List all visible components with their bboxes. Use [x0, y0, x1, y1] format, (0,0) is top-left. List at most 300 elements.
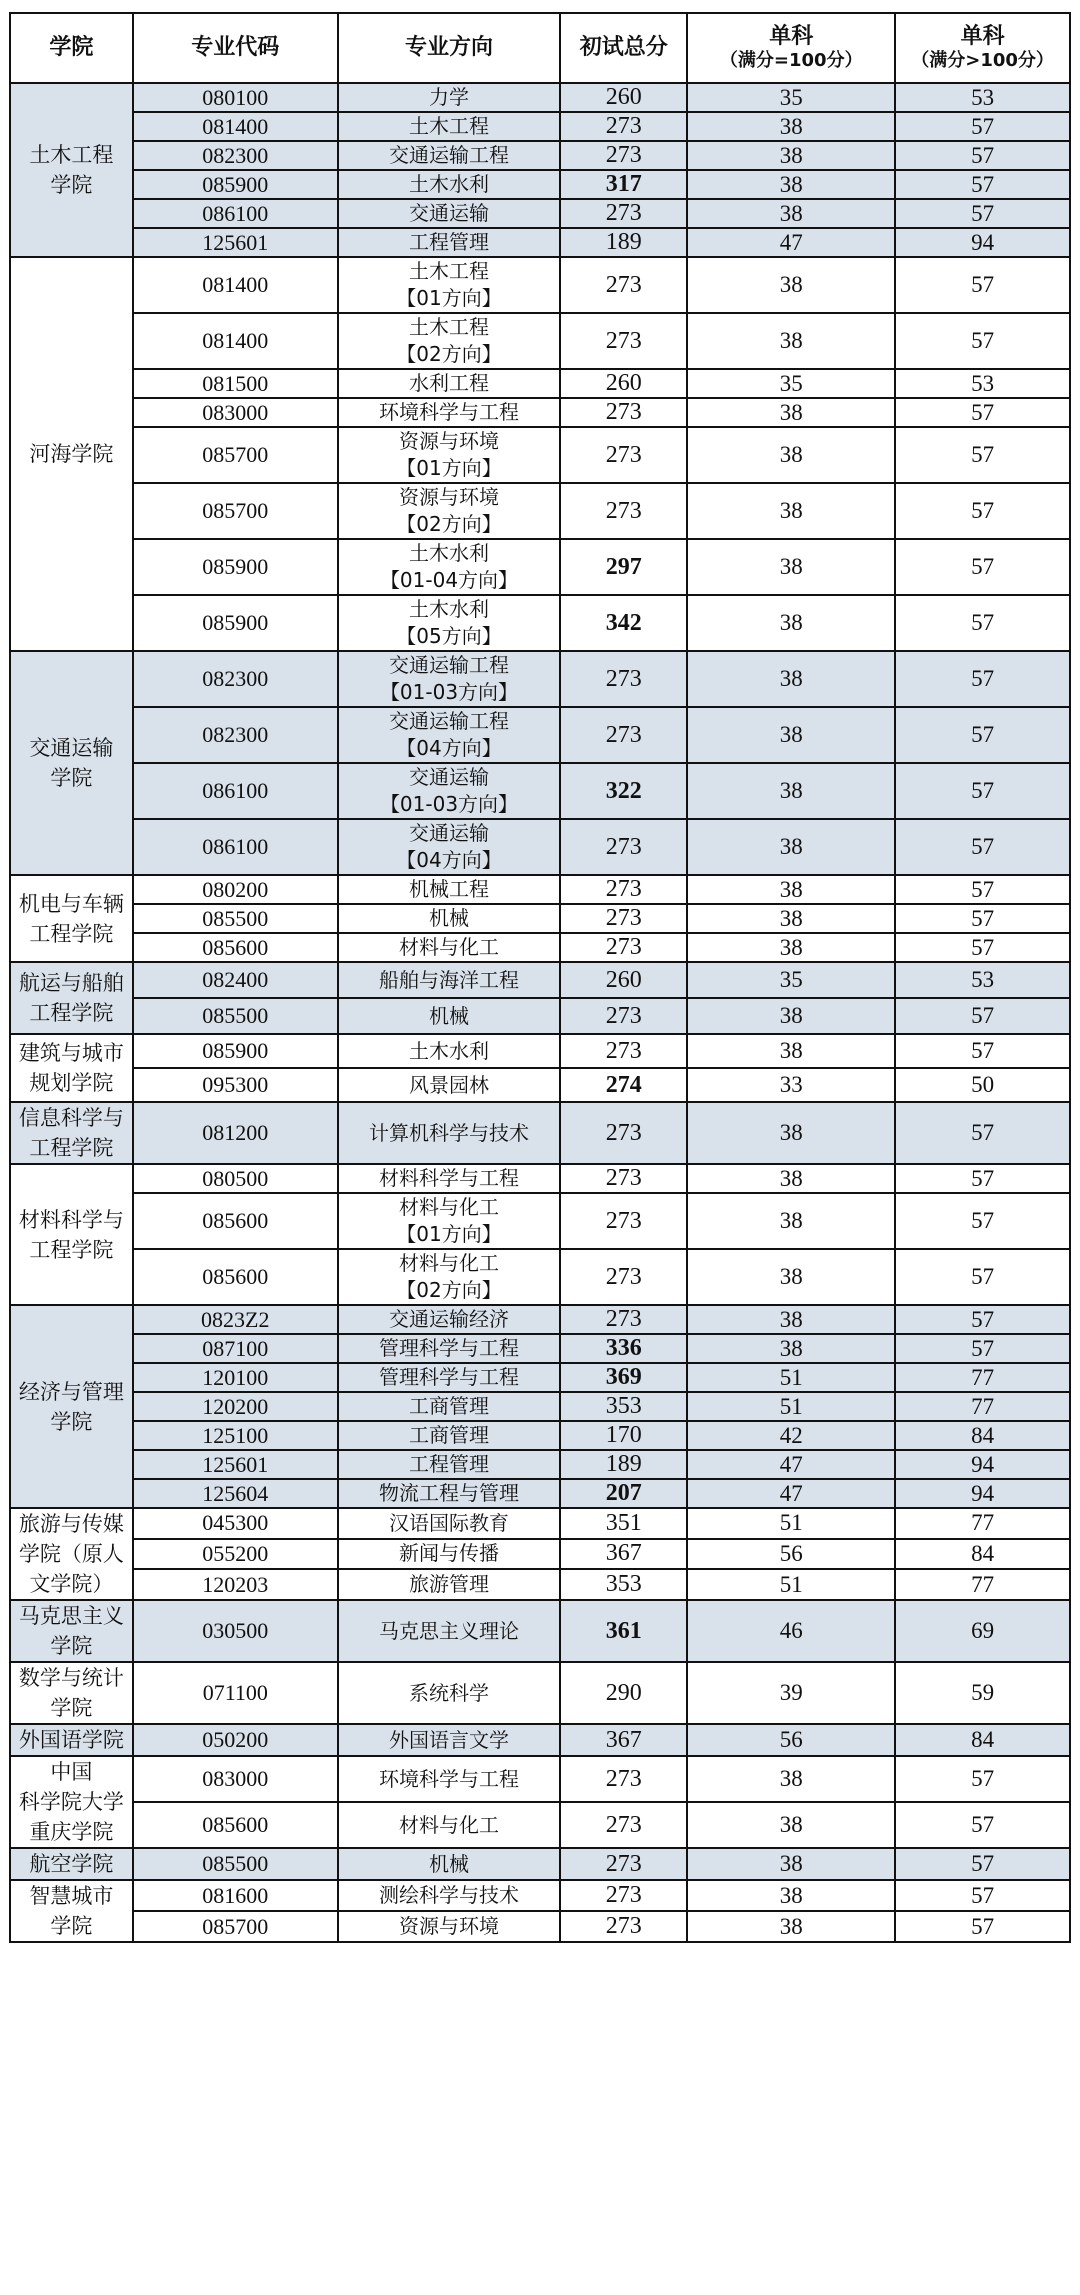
major-direction-cell	[338, 427, 560, 483]
major-direction-cell	[338, 1508, 560, 1539]
table-row	[10, 1249, 1070, 1305]
major-direction-cell	[338, 1600, 560, 1662]
school-name-line: 旅游与传媒	[18, 1512, 124, 1536]
major-code-cell: 120100	[133, 1363, 338, 1392]
school-name-line: 工程学院	[29, 1001, 114, 1025]
major-direction-line: 土木水利	[409, 172, 489, 196]
single-100-score-cell: 38	[687, 1880, 895, 1911]
single-100-score-cell: 35	[687, 369, 895, 398]
major-code-cell: 085600	[133, 933, 338, 962]
major-direction-cell	[338, 1539, 560, 1570]
single-over100-score-cell: 69	[895, 1600, 1070, 1662]
table-row	[10, 1479, 1070, 1508]
school-cell	[10, 1600, 133, 1662]
school-cell	[10, 1662, 133, 1724]
major-direction-cell	[338, 1305, 560, 1334]
major-direction-line: 机械	[429, 1003, 469, 1028]
single-over100-score-cell: 57	[895, 1249, 1070, 1305]
total-score-cell: 367	[560, 1724, 687, 1756]
major-direction-cell	[338, 962, 560, 998]
school-cell	[10, 1305, 133, 1508]
single-100-score-cell: 38	[687, 651, 895, 707]
school-cell	[10, 257, 133, 651]
total-score-cell: 260	[560, 962, 687, 998]
single-over100-score-cell: 57	[895, 1880, 1070, 1911]
major-direction-cell	[338, 819, 560, 875]
major-direction-line: 旅游管理	[409, 1572, 489, 1597]
major-direction-line: 【02方向】	[396, 512, 502, 536]
total-score-cell: 336	[560, 1334, 687, 1363]
header-code: 专业代码	[133, 13, 338, 83]
major-direction-cell	[338, 707, 560, 763]
school-name-line: 数学与统计	[18, 1666, 124, 1690]
table-row	[10, 398, 1070, 427]
single-over100-score-cell: 57	[895, 483, 1070, 539]
school-name-line: 重庆学院	[29, 1820, 114, 1844]
table-row	[10, 369, 1070, 398]
major-code-cell: 085900	[133, 1034, 338, 1068]
major-direction-cell	[338, 1193, 560, 1249]
major-code-cell: 085700	[133, 483, 338, 539]
major-direction-cell	[338, 83, 560, 112]
table-row	[10, 1305, 1070, 1334]
table-row	[10, 998, 1070, 1034]
single-100-score-cell: 38	[687, 595, 895, 651]
major-code-cell: 125604	[133, 1479, 338, 1508]
single-100-score-cell: 56	[687, 1724, 895, 1756]
major-direction-line: 【02方向】	[396, 342, 502, 366]
major-direction-cell	[338, 228, 560, 257]
single-100-score-cell: 38	[687, 112, 895, 141]
major-direction-cell	[338, 1034, 560, 1068]
total-score-cell: 273	[560, 933, 687, 962]
single-100-score-cell: 38	[687, 763, 895, 819]
school-name-line: 航空学院	[29, 1852, 114, 1876]
major-code-cell: 085900	[133, 539, 338, 595]
major-code-cell: 085600	[133, 1193, 338, 1249]
single-over100-score-cell: 57	[895, 933, 1070, 962]
major-code-cell: 050200	[133, 1724, 338, 1756]
single-over100-score-cell: 57	[895, 1102, 1070, 1164]
table-row	[10, 1508, 1070, 1539]
major-code-cell: 085900	[133, 595, 338, 651]
school-name-line: 工程学院	[29, 1136, 114, 1160]
major-direction-line: 交通运输工程	[389, 709, 509, 733]
major-code-cell: 082300	[133, 651, 338, 707]
major-code-cell: 085500	[133, 998, 338, 1034]
major-direction-line: 土木工程	[409, 259, 489, 283]
school-cell	[10, 1724, 133, 1756]
school-name-line: 学院	[50, 766, 93, 790]
single-100-score-cell: 38	[687, 1193, 895, 1249]
table-row	[10, 170, 1070, 199]
major-code-cell: 055200	[133, 1539, 338, 1570]
major-direction-line: 土木工程	[409, 114, 489, 138]
table-row	[10, 1068, 1070, 1102]
single-over100-score-cell: 57	[895, 875, 1070, 904]
table-row	[10, 904, 1070, 933]
major-direction-line: 材料与化工	[399, 1251, 499, 1275]
table-row	[10, 1164, 1070, 1193]
major-direction-line: 外国语言文学	[389, 1727, 509, 1752]
major-direction-line: 船舶与海洋工程	[379, 967, 519, 992]
total-score-cell: 342	[560, 595, 687, 651]
single-100-score-cell: 47	[687, 1450, 895, 1479]
major-direction-cell	[338, 1334, 560, 1363]
major-direction-line: 力学	[429, 85, 469, 109]
single-100-score-cell: 38	[687, 199, 895, 228]
table-row	[10, 962, 1070, 998]
major-direction-cell	[338, 595, 560, 651]
single-100-score-cell: 38	[687, 1756, 895, 1802]
single-100-score-cell: 38	[687, 1249, 895, 1305]
major-direction-cell	[338, 1911, 560, 1942]
single-over100-score-cell: 84	[895, 1724, 1070, 1756]
single-100-score-cell: 39	[687, 1662, 895, 1724]
single-100-score-cell: 35	[687, 962, 895, 998]
single-over100-score-cell: 94	[895, 1479, 1070, 1508]
single-over100-score-cell: 53	[895, 962, 1070, 998]
single-100-score-cell: 46	[687, 1600, 895, 1662]
major-direction-line: 土木水利	[409, 541, 489, 565]
school-name-line: 航运与船舶	[18, 971, 124, 995]
total-score-cell: 351	[560, 1508, 687, 1539]
header-total: 初试总分	[560, 13, 687, 83]
major-direction-cell	[338, 933, 560, 962]
table-row	[10, 707, 1070, 763]
school-name-line: 马克思主义	[18, 1604, 124, 1628]
header-row	[10, 13, 1070, 83]
major-direction-line: 交通运输工程	[389, 143, 509, 167]
table-row	[10, 1880, 1070, 1911]
major-direction-line: 交通运输经济	[389, 1307, 509, 1331]
single-over100-score-cell: 57	[895, 1305, 1070, 1334]
major-code-cell: 030500	[133, 1600, 338, 1662]
single-over100-score-cell: 57	[895, 763, 1070, 819]
single-over100-score-cell: 53	[895, 369, 1070, 398]
major-direction-cell	[338, 1569, 560, 1600]
table-row	[10, 1392, 1070, 1421]
school-cell	[10, 1848, 133, 1880]
major-direction-line: 【01方向】	[396, 1222, 502, 1246]
major-code-cell: 083000	[133, 398, 338, 427]
major-code-cell: 071100	[133, 1662, 338, 1724]
single-100-score-cell: 38	[687, 707, 895, 763]
major-direction-line: 材料与化工	[399, 1195, 499, 1219]
school-name-line: 外国语学院	[18, 1728, 124, 1752]
total-score-cell: 273	[560, 1164, 687, 1193]
school-cell	[10, 1164, 133, 1305]
total-score-cell: 367	[560, 1539, 687, 1570]
single-100-score-cell: 38	[687, 141, 895, 170]
major-direction-cell	[338, 1756, 560, 1802]
major-direction-line: 测绘科学与技术	[379, 1883, 519, 1907]
major-code-cell: 085900	[133, 170, 338, 199]
major-direction-cell	[338, 1662, 560, 1724]
major-code-cell: 080500	[133, 1164, 338, 1193]
major-direction-line: 水利工程	[409, 371, 489, 395]
total-score-cell: 189	[560, 228, 687, 257]
major-direction-line: 土木水利	[409, 1038, 489, 1063]
single-100-score-cell: 38	[687, 1034, 895, 1068]
major-code-cell: 085700	[133, 1911, 338, 1942]
school-name-line: 学院（原人	[18, 1542, 124, 1566]
total-score-cell: 273	[560, 651, 687, 707]
single-over100-score-cell: 77	[895, 1363, 1070, 1392]
major-code-cell: 120203	[133, 1569, 338, 1600]
major-code-cell: 085700	[133, 427, 338, 483]
single-over100-score-cell: 57	[895, 1334, 1070, 1363]
total-score-cell: 170	[560, 1421, 687, 1450]
school-cell	[10, 83, 133, 257]
major-direction-line: 土木水利	[409, 597, 489, 621]
school-cell	[10, 651, 133, 875]
header-school: 学院	[10, 13, 133, 83]
table-row	[10, 1334, 1070, 1363]
total-score-cell: 273	[560, 1848, 687, 1880]
major-direction-line: 【01方向】	[396, 286, 502, 310]
major-code-cell: 082300	[133, 707, 338, 763]
single-over100-score-cell: 57	[895, 257, 1070, 313]
header-single-over100	[895, 13, 1070, 83]
single-100-score-cell: 47	[687, 228, 895, 257]
school-name-line: 机电与车辆	[18, 891, 124, 916]
total-score-cell: 273	[560, 1034, 687, 1068]
total-score-cell: 260	[560, 83, 687, 112]
single-over100-score-cell: 57	[895, 170, 1070, 199]
table-row	[10, 1421, 1070, 1450]
major-direction-line: 材料科学与工程	[379, 1166, 519, 1190]
total-score-cell: 207	[560, 1479, 687, 1508]
single-100-score-cell: 38	[687, 1911, 895, 1942]
single-over100-score-cell: 94	[895, 1450, 1070, 1479]
school-cell	[10, 1508, 133, 1600]
major-direction-line: 工商管理	[409, 1394, 489, 1418]
table-row	[10, 933, 1070, 962]
school-name-line: 中国	[50, 1760, 93, 1784]
single-over100-score-cell: 57	[895, 819, 1070, 875]
major-code-cell: 080100	[133, 83, 338, 112]
single-over100-score-cell: 57	[895, 651, 1070, 707]
total-score-cell: 273	[560, 199, 687, 228]
single-100-score-cell: 38	[687, 539, 895, 595]
major-direction-line: 汉语国际教育	[389, 1510, 509, 1535]
school-name-line: 科学院大学	[18, 1790, 124, 1814]
major-direction-cell	[338, 539, 560, 595]
table-row	[10, 651, 1070, 707]
total-score-cell: 273	[560, 1880, 687, 1911]
major-direction-line: 交通运输工程	[389, 653, 509, 677]
major-direction-cell	[338, 1421, 560, 1450]
table-row	[10, 141, 1070, 170]
major-direction-line: 【05方向】	[396, 624, 502, 648]
total-score-cell: 273	[560, 313, 687, 369]
major-direction-line: 资源与环境	[399, 1914, 499, 1938]
major-code-cell: 0823Z2	[133, 1305, 338, 1334]
total-score-cell: 322	[560, 763, 687, 819]
major-direction-line: 环境科学与工程	[379, 1766, 519, 1791]
major-direction-cell	[338, 1068, 560, 1102]
single-over100-score-cell: 57	[895, 1164, 1070, 1193]
major-direction-cell	[338, 398, 560, 427]
major-direction-line: 物流工程与管理	[379, 1481, 519, 1505]
school-name-line: 文学院）	[29, 1572, 114, 1596]
table-row	[10, 257, 1070, 313]
major-direction-cell	[338, 1848, 560, 1880]
table-row	[10, 427, 1070, 483]
school-name-line: 土木工程	[29, 143, 114, 167]
total-score-cell: 290	[560, 1662, 687, 1724]
total-score-cell: 361	[560, 1600, 687, 1662]
total-score-cell: 273	[560, 483, 687, 539]
school-cell	[10, 1034, 133, 1102]
total-score-cell: 189	[560, 1450, 687, 1479]
single-over100-score-cell: 57	[895, 998, 1070, 1034]
major-direction-cell	[338, 199, 560, 228]
total-score-cell: 317	[560, 170, 687, 199]
header-single-100-title: 单科	[769, 24, 814, 49]
single-over100-score-cell: 57	[895, 1756, 1070, 1802]
major-direction-cell	[338, 904, 560, 933]
table-row	[10, 539, 1070, 595]
major-direction-line: 资源与环境	[399, 429, 499, 453]
table-row	[10, 1102, 1070, 1164]
major-code-cell: 086100	[133, 819, 338, 875]
school-name-line: 河海学院	[29, 442, 114, 466]
single-over100-score-cell: 50	[895, 1068, 1070, 1102]
single-over100-score-cell: 57	[895, 398, 1070, 427]
major-code-cell: 095300	[133, 1068, 338, 1102]
school-name-line: 规划学院	[29, 1071, 114, 1095]
single-100-score-cell: 38	[687, 1802, 895, 1848]
single-over100-score-cell: 57	[895, 141, 1070, 170]
major-direction-cell	[338, 998, 560, 1034]
total-score-cell: 273	[560, 141, 687, 170]
single-over100-score-cell: 57	[895, 595, 1070, 651]
major-direction-line: 【01-03方向】	[379, 792, 519, 816]
major-code-cell: 081400	[133, 313, 338, 369]
major-direction-cell	[338, 1249, 560, 1305]
major-direction-line: 【04方向】	[396, 736, 502, 760]
single-100-score-cell: 38	[687, 257, 895, 313]
major-code-cell: 083000	[133, 1756, 338, 1802]
major-direction-line: 【01方向】	[396, 456, 502, 480]
major-direction-line: 工程管理	[409, 1452, 489, 1476]
table-row	[10, 199, 1070, 228]
school-name-line: 材料科学与	[18, 1207, 124, 1232]
major-code-cell: 081400	[133, 257, 338, 313]
major-direction-line: 【02方向】	[396, 1278, 502, 1302]
major-direction-cell	[338, 313, 560, 369]
single-100-score-cell: 38	[687, 1848, 895, 1880]
major-direction-cell	[338, 1392, 560, 1421]
single-over100-score-cell: 84	[895, 1539, 1070, 1570]
major-direction-cell	[338, 1450, 560, 1479]
major-direction-line: 管理科学与工程	[379, 1336, 519, 1360]
header-direction: 专业方向	[338, 13, 560, 83]
single-100-score-cell: 51	[687, 1508, 895, 1539]
single-over100-score-cell: 57	[895, 1802, 1070, 1848]
table-row	[10, 1193, 1070, 1249]
major-direction-cell	[338, 1802, 560, 1848]
table-row	[10, 1802, 1070, 1848]
major-code-cell: 082300	[133, 141, 338, 170]
table-row	[10, 483, 1070, 539]
total-score-cell: 273	[560, 1802, 687, 1848]
major-direction-line: 系统科学	[409, 1680, 489, 1705]
school-name-line: 交通运输	[29, 736, 114, 760]
score-table	[9, 12, 1071, 1943]
table-row	[10, 875, 1070, 904]
major-direction-cell	[338, 1880, 560, 1911]
single-100-score-cell: 47	[687, 1479, 895, 1508]
major-code-cell: 081400	[133, 112, 338, 141]
school-cell	[10, 962, 133, 1034]
total-score-cell: 273	[560, 1249, 687, 1305]
total-score-cell: 353	[560, 1569, 687, 1600]
total-score-cell: 353	[560, 1392, 687, 1421]
major-direction-line: 机械	[429, 906, 469, 930]
major-direction-line: 材料与化工	[399, 935, 499, 959]
table-row	[10, 1034, 1070, 1068]
school-name-line: 工程学院	[29, 921, 114, 946]
single-100-score-cell: 51	[687, 1392, 895, 1421]
major-code-cell: 085500	[133, 904, 338, 933]
major-direction-cell	[338, 112, 560, 141]
major-direction-cell	[338, 1363, 560, 1392]
single-100-score-cell: 38	[687, 483, 895, 539]
school-cell	[10, 1756, 133, 1848]
major-direction-line: 机械	[429, 1851, 469, 1876]
single-100-score-cell: 38	[687, 170, 895, 199]
major-code-cell: 085600	[133, 1802, 338, 1848]
major-direction-line: 工商管理	[409, 1423, 489, 1447]
single-100-score-cell: 38	[687, 313, 895, 369]
table-row	[10, 112, 1070, 141]
school-name-line: 学院	[50, 173, 93, 197]
school-cell	[10, 875, 133, 962]
major-direction-line: 交通运输	[409, 201, 489, 225]
major-direction-line: 【01-04方向】	[379, 568, 519, 592]
single-100-score-cell: 38	[687, 1102, 895, 1164]
major-direction-cell	[338, 1724, 560, 1756]
major-code-cell: 045300	[133, 1508, 338, 1539]
major-code-cell: 081600	[133, 1880, 338, 1911]
single-over100-score-cell: 77	[895, 1569, 1070, 1600]
total-score-cell: 273	[560, 1305, 687, 1334]
single-100-score-cell: 38	[687, 933, 895, 962]
total-score-cell: 273	[560, 998, 687, 1034]
header-single-100-sub: （满分=100分）	[719, 50, 863, 71]
single-100-score-cell: 42	[687, 1421, 895, 1450]
major-code-cell: 085500	[133, 1848, 338, 1880]
major-direction-line: 风景园林	[409, 1072, 489, 1097]
major-direction-cell	[338, 257, 560, 313]
single-over100-score-cell: 57	[895, 539, 1070, 595]
school-cell	[10, 1880, 133, 1942]
total-score-cell: 273	[560, 427, 687, 483]
single-over100-score-cell: 57	[895, 1034, 1070, 1068]
single-over100-score-cell: 57	[895, 112, 1070, 141]
total-score-cell: 274	[560, 1068, 687, 1102]
single-over100-score-cell: 77	[895, 1508, 1070, 1539]
major-direction-cell	[338, 1479, 560, 1508]
major-direction-line: 新闻与传播	[399, 1541, 499, 1566]
table-row	[10, 1363, 1070, 1392]
table-row	[10, 313, 1070, 369]
single-100-score-cell: 38	[687, 1164, 895, 1193]
single-100-score-cell: 51	[687, 1363, 895, 1392]
